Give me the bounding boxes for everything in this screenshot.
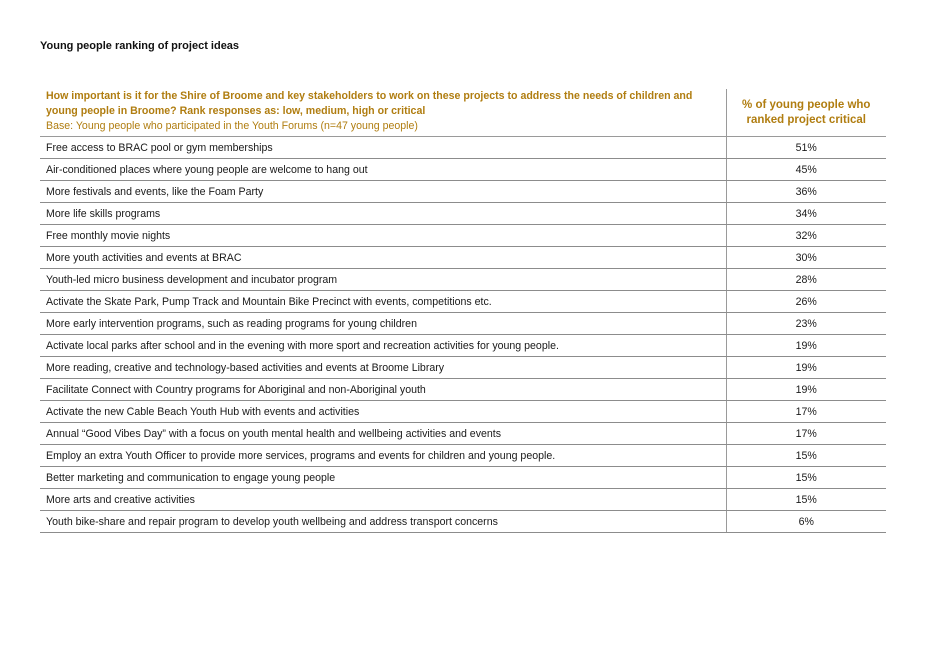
critical-percentage: 51% bbox=[726, 137, 886, 159]
value-header bbox=[726, 89, 886, 137]
table-row bbox=[40, 159, 886, 181]
critical-percentage: 45% bbox=[726, 159, 886, 181]
table-row bbox=[40, 489, 886, 511]
critical-percentage: 19% bbox=[726, 335, 886, 357]
critical-percentage: 19% bbox=[726, 357, 886, 379]
project-idea: Facilitate Connect with Country programs for Aboriginal and non-Aboriginal youth bbox=[40, 379, 726, 401]
survey-base: Base: Young people who participated in the Youth Forums (n=47 young people) bbox=[46, 120, 418, 132]
critical-percentage: 28% bbox=[726, 269, 886, 291]
project-idea: Free access to BRAC pool or gym memberships bbox=[40, 137, 726, 159]
critical-percentage: 15% bbox=[726, 445, 886, 467]
survey-question: How important is it for the Shire of Broome and key stakeholders to work on these projects to address the needs of children and young people in Broome? Rank responses as: low, medium, high or critical bbox=[46, 90, 693, 117]
project-idea: Air-conditioned places where young people are welcome to hang out bbox=[40, 159, 726, 181]
critical-percentage: 30% bbox=[726, 247, 886, 269]
critical-percentage: 17% bbox=[726, 401, 886, 423]
table-row bbox=[40, 313, 886, 335]
critical-percentage: 34% bbox=[726, 203, 886, 225]
table-row bbox=[40, 291, 886, 313]
ranking-table bbox=[40, 89, 886, 533]
table-row bbox=[40, 467, 886, 489]
project-idea: More youth activities and events at BRAC bbox=[40, 247, 726, 269]
table-body bbox=[40, 137, 886, 533]
table-row bbox=[40, 225, 886, 247]
project-idea: Activate the Skate Park, Pump Track and Mountain Bike Precinct with events, competitions etc. bbox=[40, 291, 726, 313]
table-row bbox=[40, 511, 886, 533]
project-idea: Free monthly movie nights bbox=[40, 225, 726, 247]
critical-percentage: 23% bbox=[726, 313, 886, 335]
project-idea: Annual “Good Vibes Day” with a focus on youth mental health and wellbeing activities and events bbox=[40, 423, 726, 445]
project-idea: More life skills programs bbox=[40, 203, 726, 225]
table-row bbox=[40, 335, 886, 357]
critical-percentage: 19% bbox=[726, 379, 886, 401]
page-title: Young people ranking of project ideas bbox=[40, 40, 240, 52]
critical-percentage: 36% bbox=[726, 181, 886, 203]
table-row bbox=[40, 269, 886, 291]
critical-percentage: 6% bbox=[726, 511, 886, 533]
table-row bbox=[40, 181, 886, 203]
project-idea: Activate the new Cable Beach Youth Hub with events and activities bbox=[40, 401, 726, 423]
value-header-label: % of young people who ranked project critical bbox=[742, 98, 871, 126]
table-row bbox=[40, 423, 886, 445]
table-row bbox=[40, 247, 886, 269]
project-idea: More reading, creative and technology-based activities and events at Broome Library bbox=[40, 357, 726, 379]
project-idea: Youth bike-share and repair program to develop youth wellbeing and address transport concerns bbox=[40, 511, 726, 533]
project-idea: Youth-led micro business development and incubator program bbox=[40, 269, 726, 291]
critical-percentage: 15% bbox=[726, 467, 886, 489]
critical-percentage: 26% bbox=[726, 291, 886, 313]
table-row bbox=[40, 445, 886, 467]
critical-percentage: 15% bbox=[726, 489, 886, 511]
critical-percentage: 32% bbox=[726, 225, 886, 247]
project-idea: More festivals and events, like the Foam Party bbox=[40, 181, 726, 203]
project-idea: More arts and creative activities bbox=[40, 489, 726, 511]
project-idea: Better marketing and communication to engage young people bbox=[40, 467, 726, 489]
table-row bbox=[40, 401, 886, 423]
question-header bbox=[40, 89, 726, 137]
table-row bbox=[40, 137, 886, 159]
table-row bbox=[40, 357, 886, 379]
project-idea: More early intervention programs, such as reading programs for young children bbox=[40, 313, 726, 335]
project-idea: Activate local parks after school and in the evening with more sport and recreation activities for young people. bbox=[40, 335, 726, 357]
project-idea: Employ an extra Youth Officer to provide more services, programs and events for children and young people. bbox=[40, 445, 726, 467]
table-header-row bbox=[40, 89, 886, 137]
table-row bbox=[40, 379, 886, 401]
table-row bbox=[40, 203, 886, 225]
critical-percentage: 17% bbox=[726, 423, 886, 445]
